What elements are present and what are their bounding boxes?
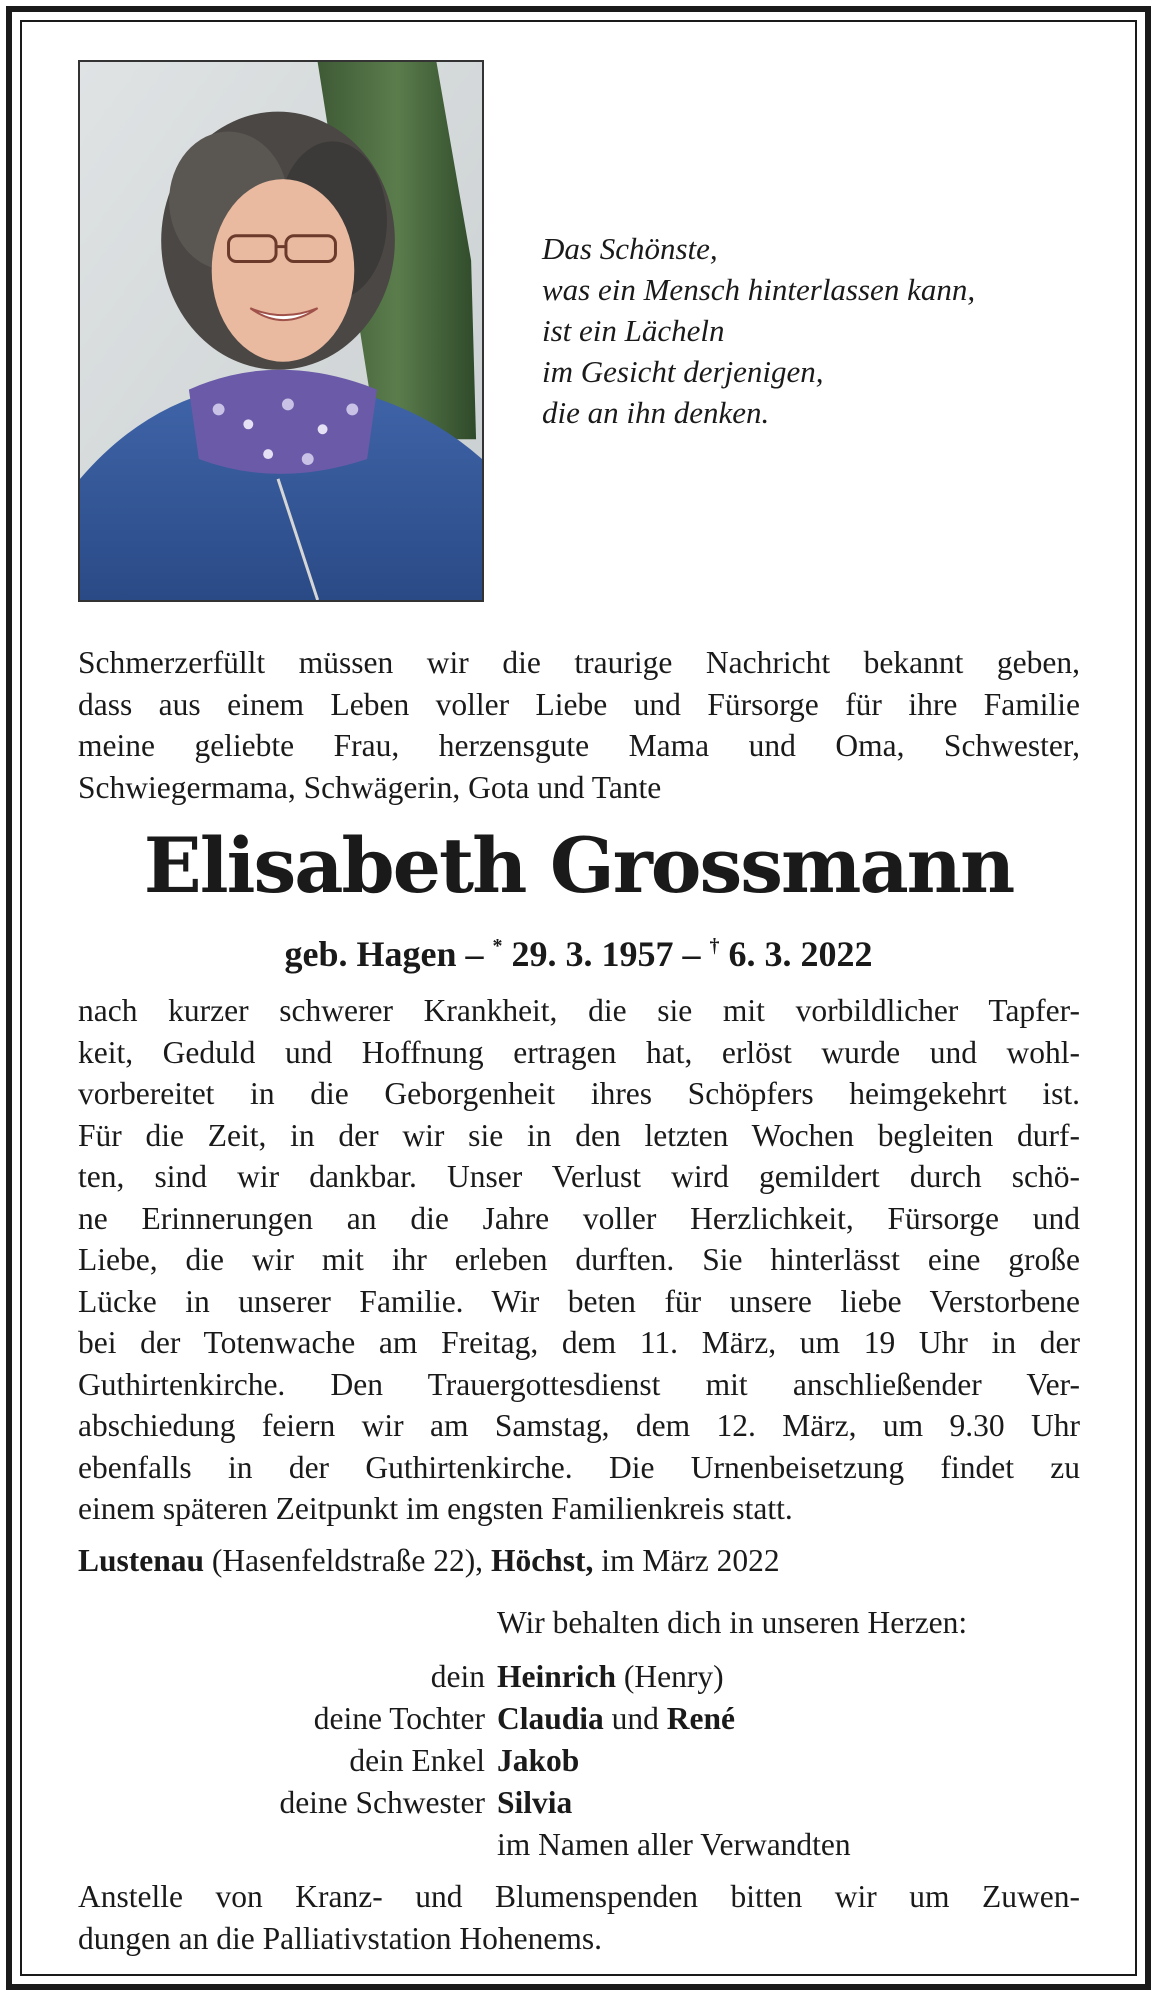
life-dates: [0, 922, 1157, 978]
body-line: vorbereitet in die Geborgenheit ihres Schöpfers heimgekehrt ist.: [78, 1076, 1080, 1111]
body-line: Liebe, die wir mit ihr erleben durften. Sie hinterlässt eine große: [78, 1242, 1080, 1277]
mourner-name: Silvia: [497, 1785, 573, 1820]
footer-paragraph: [78, 1876, 1080, 1959]
body-line: ne Erinnerungen an die Jahre voller Herzlichkeit, Fürsorge und: [78, 1200, 1080, 1236]
footer-line: dungen an die Palliativstation Hohenems.: [78, 1920, 603, 1956]
birth-mark: *: [492, 935, 503, 957]
mourner-relation: deine Tochter: [313, 1701, 485, 1736]
closing-line: Wir behalten dich in unseren Herzen:: [497, 1605, 968, 1640]
mourner-row: [0, 1698, 1157, 1740]
mourner-conj: und: [603, 1701, 667, 1736]
place-date-line: [78, 1540, 1080, 1582]
death-mark: †: [709, 935, 720, 957]
mourner-names: [497, 1740, 579, 1782]
body-paragraph: [78, 990, 1080, 1530]
mourner-row: [0, 1824, 1157, 1866]
poem-line: Das Schönste,: [542, 231, 718, 266]
mourner-name: René: [666, 1701, 736, 1736]
mourner-names: [497, 1698, 735, 1740]
town-hoechst: Höchst,: [490, 1543, 594, 1578]
mourner-extra: (Henry): [616, 1659, 724, 1694]
poem-line: im Gesicht derjenigen,: [542, 354, 824, 389]
intro-line: meine geliebte Frau, herzensgute Mama und Oma, Schwester,: [78, 728, 1080, 763]
mourner-name: Jakob: [497, 1743, 580, 1778]
mourner-names: [497, 1824, 851, 1866]
intro-line: Schwiegermama, Schwägerin, Gota und Tante: [78, 769, 662, 805]
portrait-photo: [78, 60, 484, 602]
poem: [542, 228, 1102, 433]
body-line: Guthirtenkirche. Den Trauergottesdienst mit anschließender Ver-: [78, 1366, 1080, 1402]
body-line: Für die Zeit, in der wir sie in den letzten Wochen begleiten durf-: [78, 1117, 1080, 1153]
poem-line: was ein Mensch hinterlassen kann,: [542, 272, 976, 307]
mourner-names: [497, 1782, 572, 1824]
footer-line: Anstelle von Kranz- und Blumenspenden bitten wir um Zuwen-: [78, 1879, 1080, 1914]
mourner-relation: deine Schwester: [279, 1785, 485, 1820]
body-line: bei der Totenwache am Freitag, dem 11. März, um 19 Uhr in der: [78, 1325, 1080, 1360]
maiden-name: geb. Hagen –: [284, 934, 493, 974]
body-line: einem späteren Zeitpunkt im engsten Familienkreis statt.: [78, 1491, 793, 1526]
body-line: ebenfalls in der Guthirtenkirche. Die Urnenbeisetzung findet zu: [78, 1449, 1080, 1485]
birth-date: 29. 3. 1957 –: [502, 934, 710, 974]
mourner-names: [497, 1656, 724, 1698]
body-line: ten, sind wir dankbar. Unser Verlust wird gemildert durch schö-: [78, 1159, 1080, 1194]
date-line: im März 2022: [593, 1543, 780, 1578]
body-line: nach kurzer schwerer Krankheit, die sie mit vorbildlicher Tapfer-: [78, 993, 1080, 1028]
intro-line: Schmerzerfüllt müssen wir die traurige Nachricht bekannt geben,: [78, 645, 1080, 680]
mourner-row: [0, 1740, 1157, 1782]
address: (Hasenfeldstraße 22),: [204, 1543, 491, 1578]
death-date: 6. 3. 2022: [719, 934, 873, 974]
portrait-photo-icon: [80, 62, 482, 600]
mourner-relation: dein Enkel: [349, 1743, 485, 1778]
town-lustenau: Lustenau: [78, 1543, 205, 1578]
mourner-row: [0, 1782, 1157, 1824]
body-line: keit, Geduld und Hoffnung ertragen hat, erlöst wurde und wohl-: [78, 1034, 1080, 1070]
poem-line: die an ihn denken.: [542, 395, 770, 430]
intro-paragraph: [78, 642, 1080, 808]
mourner-name: Heinrich: [497, 1659, 616, 1694]
poem-line: ist ein Lächeln: [542, 313, 725, 348]
mourner-row: [0, 1656, 1157, 1698]
mourner-extra: im Namen aller Verwandten: [497, 1827, 851, 1862]
body-line: abschiedung feiern wir am Samstag, dem 12. März, um 9.30 Uhr: [78, 1408, 1080, 1443]
mourner-relation: dein: [430, 1659, 485, 1694]
intro-line: dass aus einem Leben voller Liebe und Fürsorge für ihre Familie: [78, 686, 1080, 722]
body-line: Lücke in unserer Familie. Wir beten für unsere liebe Verstorbene: [78, 1283, 1080, 1319]
mourner-name: Claudia: [497, 1701, 604, 1736]
deceased-name: Elisabeth Grossmann: [143, 821, 1014, 910]
